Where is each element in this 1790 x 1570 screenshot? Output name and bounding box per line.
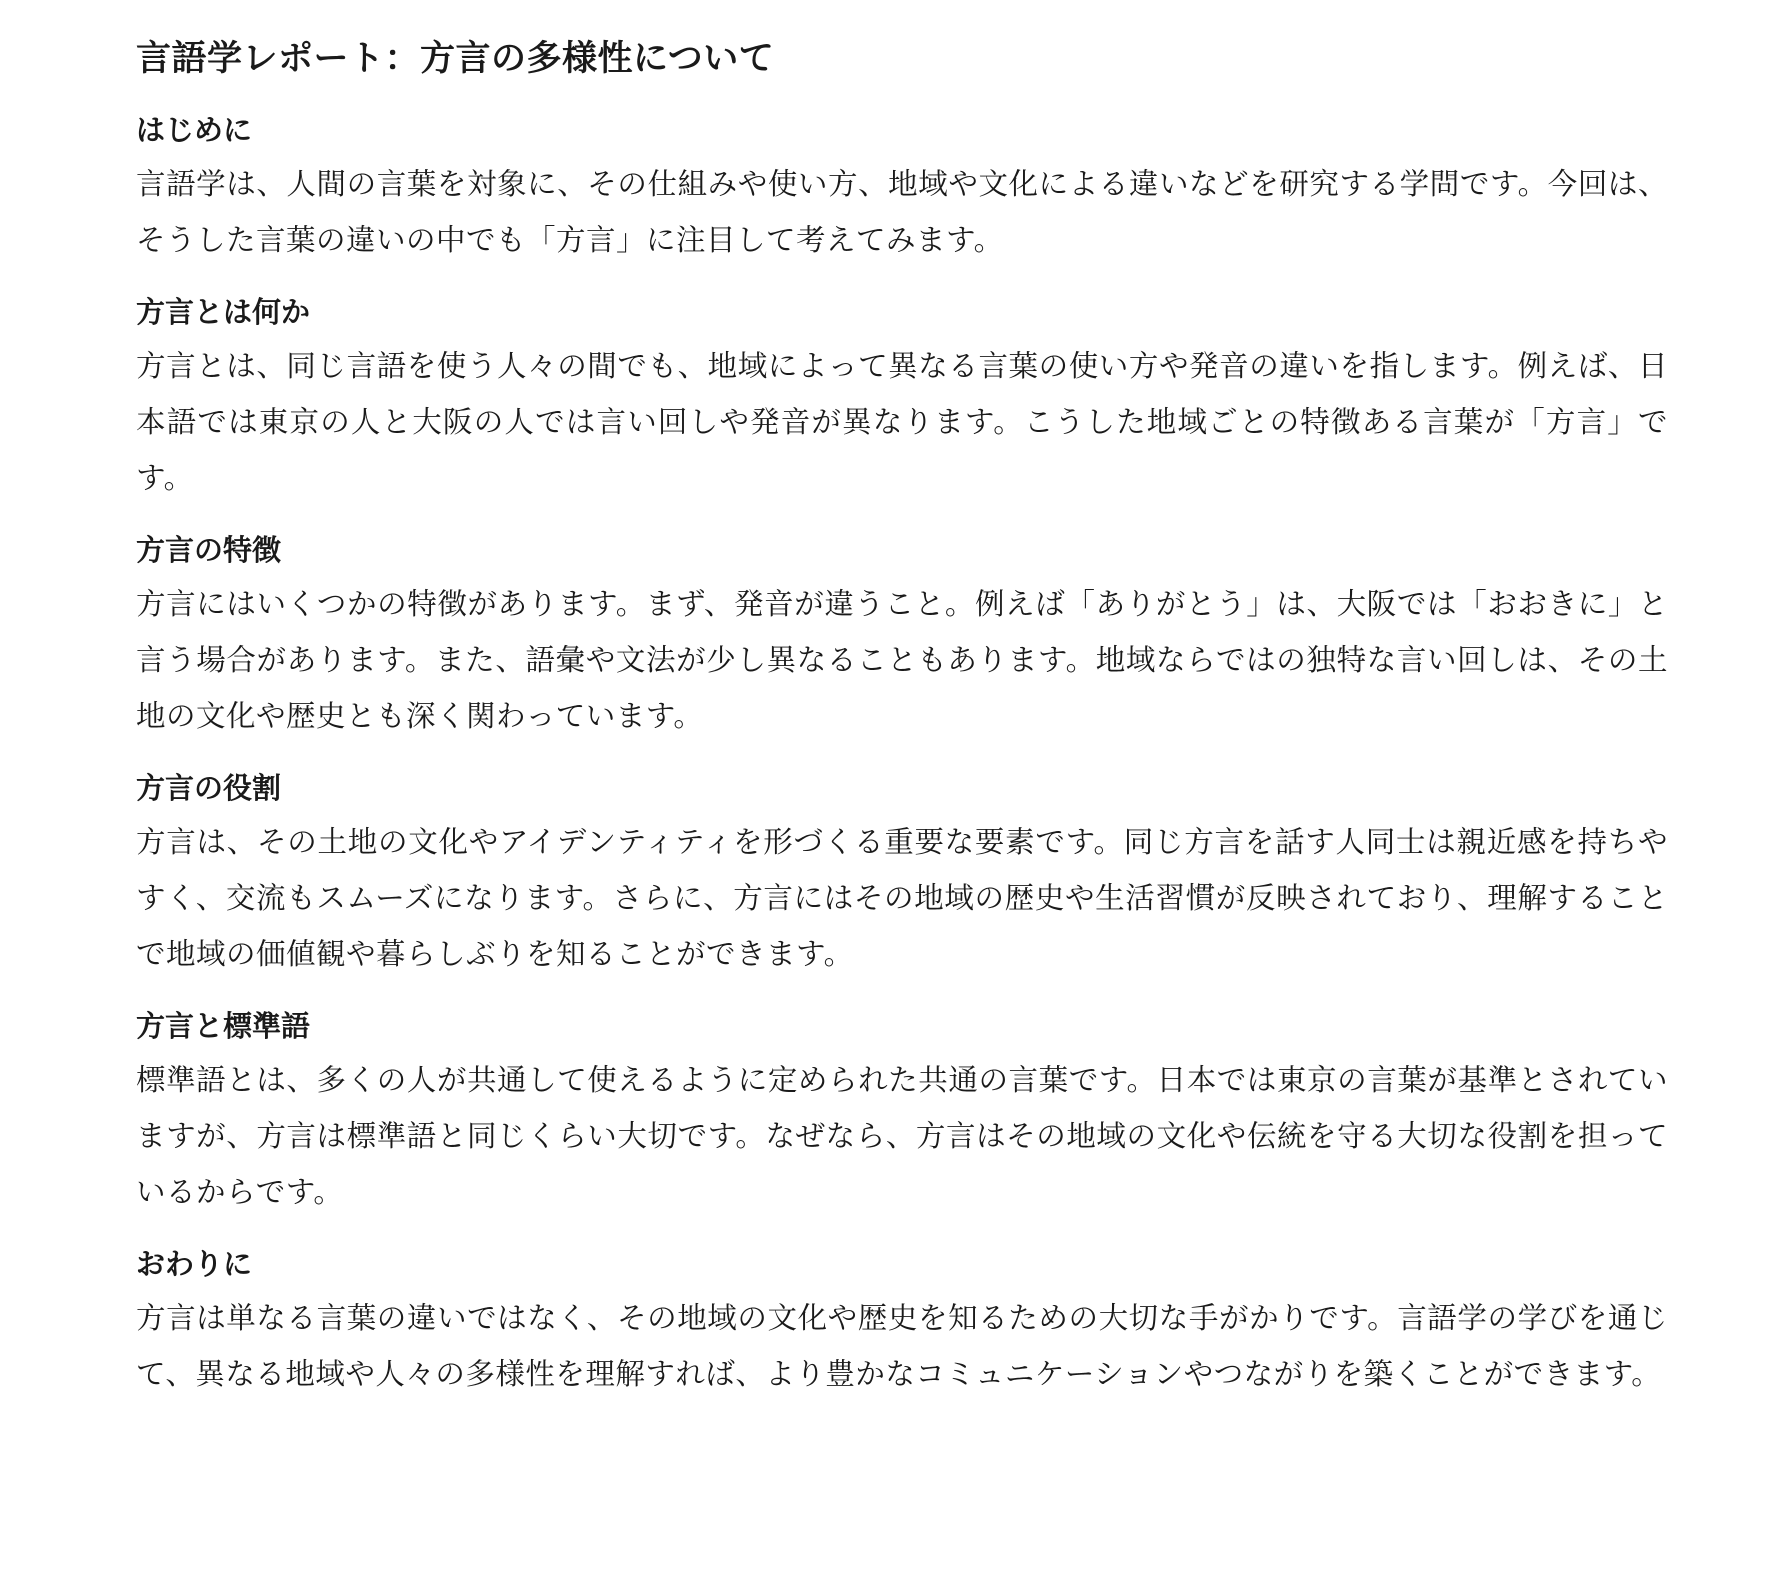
section-heading: おわりに (136, 1247, 253, 1281)
section-dialect-role (136, 768, 1668, 982)
section-paragraph: 方言にはいくつかの特徴があります。まず、発音が違うこと。例えば「ありがとう」は、大阪では「おおきに」と言う場合があります。また、語彙や文法が少し異なることもあります。地域ならではの独特な言い回しは、その土地の文化や歴史とも深く関わっています。 (136, 587, 1668, 733)
section-dialect-features (136, 530, 1668, 744)
section-paragraph: 方言は、その土地の文化やアイデンティティを形づくる重要な要素です。同じ方言を話す人同士は親近感を持ちやすく、交流もスムーズになります。さらに、方言にはその地域の歴史や生活習慣が反映されており、理解することで地域の価値観や暮らしぶりを知ることができます。 (136, 825, 1668, 971)
section-paragraph: 方言は単なる言葉の違いではなく、その地域の文化や歴史を知るための大切な手がかりです。言語学の学びを通じて、異なる地域や人々の多様性を理解すれば、より豊かなコミュニケーションやつながりを築くことができます。 (136, 1301, 1668, 1391)
section-paragraph: 方言とは、同じ言語を使う人々の間でも、地域によって異なる言葉の使い方や発音の違いを指します。例えば、日本語では東京の人と大阪の人では言い回しや発音が異なります。こうした地域ごとの特徴ある言葉が「方言」です。 (136, 349, 1669, 495)
section-paragraph: 言語学は、人間の言葉を対象に、その仕組みや使い方、地域や文化による違いなどを研究する学問です。今回は、そうした言葉の違いの中でも「方言」に注目して考えてみます。 (136, 167, 1668, 257)
section-heading: 方言と標準語 (136, 1009, 311, 1043)
report-document (136, 30, 1668, 1426)
section-heading: はじめに (136, 113, 253, 147)
section-introduction (136, 110, 1668, 268)
section-heading: 方言とは何か (136, 295, 311, 329)
section-what-is-dialect (136, 292, 1668, 506)
section-conclusion (136, 1244, 1668, 1402)
section-paragraph: 標準語とは、多くの人が共通して使えるように定められた共通の言葉です。日本では東京の言葉が基準とされていますが、方言は標準語と同じくらい大切です。なぜなら、方言はその地域の文化や伝統を守る大切な役割を担っているからです。 (136, 1063, 1668, 1209)
section-heading: 方言の役割 (136, 771, 282, 805)
section-dialect-and-standard (136, 1006, 1668, 1220)
report-title: 言語学レポート：方言の多様性について (136, 39, 775, 79)
section-heading: 方言の特徴 (136, 533, 282, 567)
